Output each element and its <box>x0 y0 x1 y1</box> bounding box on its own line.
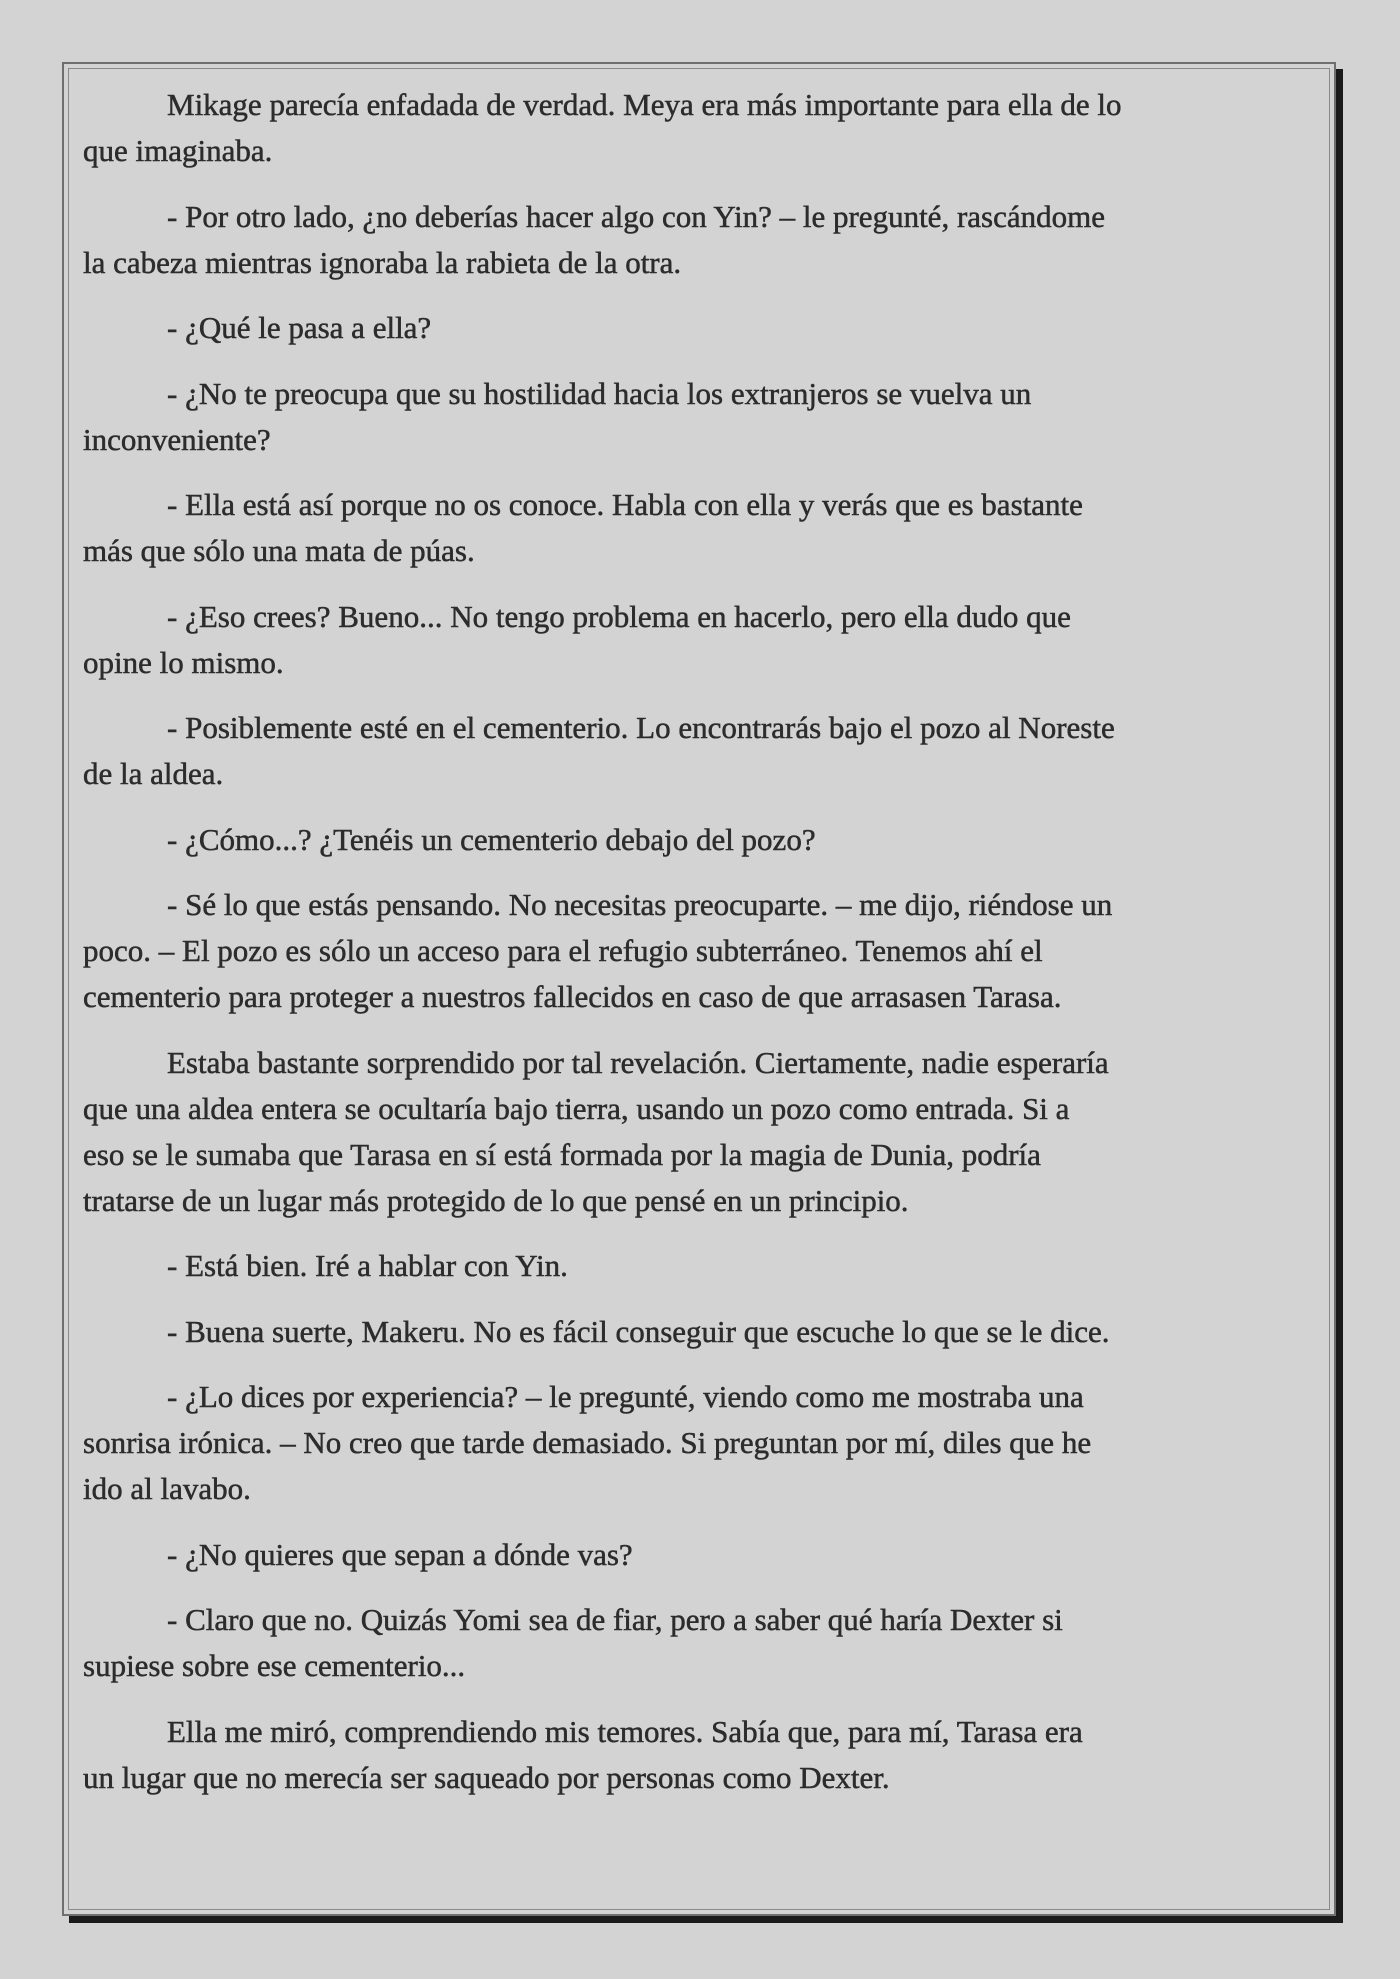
paragraph-2: - Por otro lado, ¿no deberías hacer algo con Yin? – le pregunté, rascándome la cabeza mientras ignoraba la rabieta de la otra. <box>83 198 1105 280</box>
paragraph-14: - ¿No quieres que sepan a dónde vas? <box>167 1536 633 1572</box>
paragraph-12: - Buena suerte, Makeru. No es fácil conseguir que escuche lo que se le dice. <box>167 1313 1110 1349</box>
paragraph-3: - ¿Qué le pasa a ella? <box>167 310 432 345</box>
paragraph-10: Estaba bastante sorprendido por tal revelación. Ciertamente, nadie esperaría que una aldea entera se ocultaría bajo tierra, usando un pozo como entrada. Si a eso se le sumaba que Tarasa en sí está formada por la magia de Dunia, podría tratarse de un lugar más protegido de lo que pensé en un principio. <box>83 1044 1109 1218</box>
paragraph-4: - ¿No te preocupa que su hostilidad hacia los extranjeros se vuelva un inconveniente? <box>83 375 1032 457</box>
paragraph-13: - ¿Lo dices por experiencia? – le pregunté, viendo como me mostraba una sonrisa irónica. – No creo que tarde demasiado. Si preguntan por mí, diles que he ido al lavabo. <box>83 1379 1092 1506</box>
paragraph-8: - ¿Cómo...? ¿Tenéis un cementerio debajo del pozo? <box>167 821 816 857</box>
paragraph-15: - Claro que no. Quizás Yomi sea de fiar, pero a saber qué haría Dexter si supiese sobre ese cementerio... <box>83 1602 1063 1683</box>
document-body <box>83 82 1321 1820</box>
paragraph-6: - ¿Eso crees? Bueno... No tengo problema en hacerlo, pero ella dudo que opine lo mismo. <box>83 598 1071 680</box>
paragraph-11: - Está bien. Iré a hablar con Yin. <box>167 1248 568 1283</box>
paragraph-9: - Sé lo que estás pensando. No necesitas preocuparte. – me dijo, riéndose un poco. – El pozo es sólo un acceso para el refugio subterráneo. Tenemos ahí el cementerio para proteger a nuestros fallecidos en caso de que arrasasen Tarasa. <box>83 887 1113 1014</box>
paragraph-5: - Ella está así porque no os conoce. Habla con ella y verás que es bastante más que sólo una mata de púas. <box>83 487 1083 568</box>
paragraph-7: - Posiblemente esté en el cementerio. Lo encontrarás bajo el pozo al Noreste de la aldea. <box>83 710 1115 791</box>
paragraph-16: Ella me miró, comprendiendo mis temores. Sabía que, para mí, Tarasa era un lugar que no merecía ser saqueado por personas como Dexter. <box>83 1713 1083 1795</box>
paragraph-1: Mikage parecía enfadada de verdad. Meya era más importante para ella de lo que imaginaba. <box>83 87 1122 168</box>
